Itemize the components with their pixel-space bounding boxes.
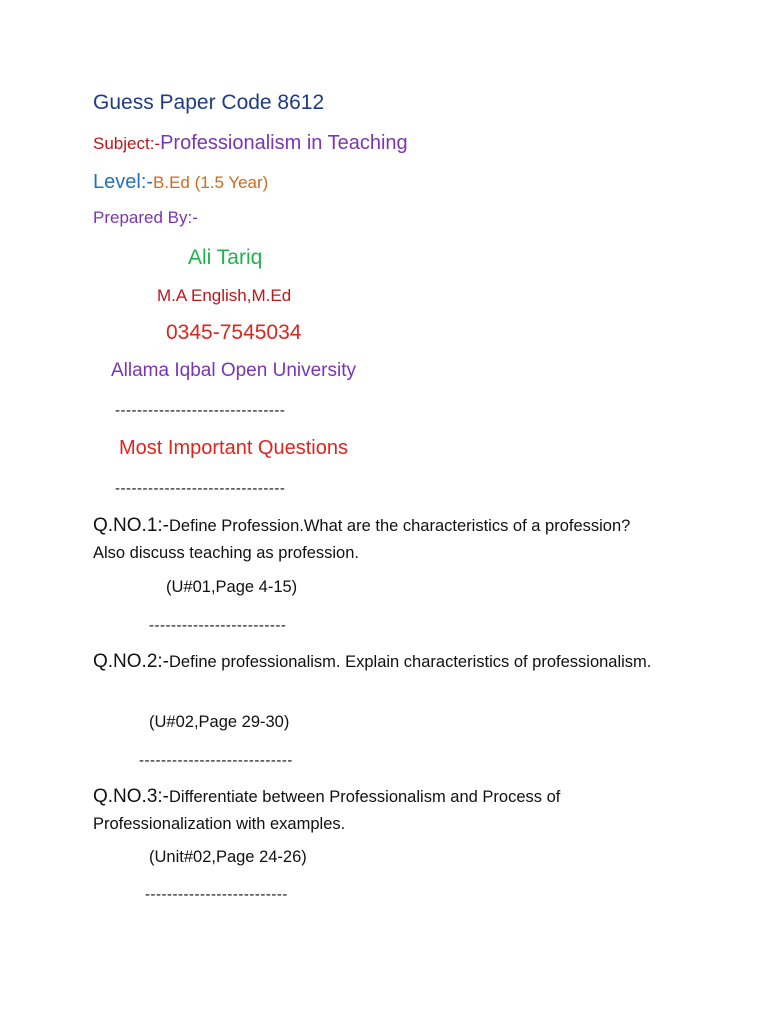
author-qualifications: M.A English,M.Ed [157,286,292,305]
question-2-divider: ---------------------------- [139,752,293,769]
question-1-divider: ------------------------- [149,617,287,634]
question-2-reference: (U#02,Page 29-30) [149,713,290,731]
question-number: Q.NO.1:- [93,515,170,536]
question-text: Define professionalism. Explain characteristics of professionalism. [169,653,652,671]
level-label: Level:- [93,171,154,193]
question-number: Q.NO.3:- [93,786,170,807]
prepared-by-label: Prepared By:- [93,208,198,227]
level-value: B.Ed (1.5 Year) [153,173,269,192]
level-line [93,170,268,194]
section-heading: Most Important Questions [119,437,348,459]
question-text: Define Profession.What are the characteristics of a profession? Also discuss teaching as profession. [93,517,631,562]
subject-label: Subject:- [93,134,161,153]
question-1-reference: (U#01,Page 4-15) [166,578,298,596]
question-2 [93,648,663,676]
subject-line [93,131,408,155]
page-title: Guess Paper Code 8612 [93,91,325,114]
question-3-divider: -------------------------- [145,886,288,903]
subject-value: Professionalism in Teaching [160,132,408,154]
divider-bottom: ------------------------------- [115,480,286,497]
question-3 [93,783,663,838]
question-3-reference: (Unit#02,Page 24-26) [149,848,307,866]
question-text: Differentiate between Professionalism and Process of Professionalization with examples. [93,788,561,833]
author-name: Ali Tariq [188,246,263,269]
question-1 [93,512,663,567]
divider-top: ------------------------------- [115,402,286,419]
author-phone: 0345-7545034 [166,321,302,344]
university-name: Allama Iqbal Open University [111,360,356,381]
question-number: Q.NO.2:- [93,651,170,672]
